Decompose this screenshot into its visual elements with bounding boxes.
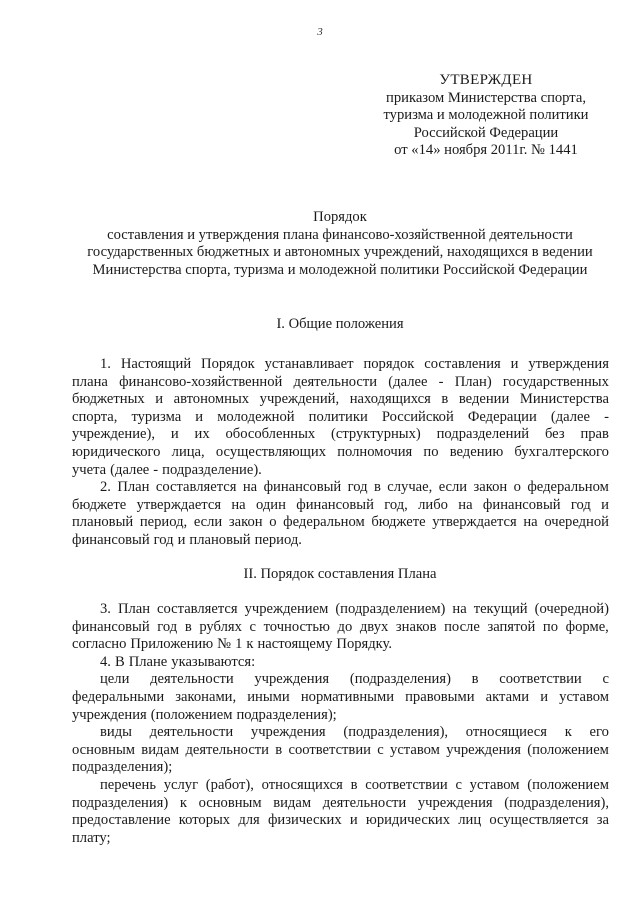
- word: период.: [254, 531, 302, 548]
- word: утверждения: [528, 356, 609, 372]
- word: 4.: [100, 653, 111, 670]
- text-line: [72, 532, 609, 550]
- word: финансовый: [72, 531, 150, 548]
- word: подразделение).: [162, 461, 262, 478]
- word: 1: [235, 636, 243, 653]
- word: (положением: [527, 741, 609, 758]
- approval-line: туризма и молодежной политики: [383, 107, 589, 124]
- word: год,: [384, 496, 408, 513]
- word: с: [602, 671, 609, 688]
- word: составления: [424, 356, 501, 372]
- word: (положением: [527, 776, 609, 793]
- word: в: [471, 671, 479, 688]
- text-line: [72, 497, 609, 515]
- text-line: [72, 619, 609, 637]
- text-line: [72, 654, 609, 672]
- word: Порядку.: [336, 636, 393, 653]
- word: нормативными: [300, 688, 394, 705]
- word: в: [441, 391, 449, 408]
- word: один: [256, 496, 286, 513]
- word: прав: [580, 426, 609, 443]
- word: год: [570, 496, 591, 513]
- word: туризма: [131, 408, 182, 425]
- text-line: [72, 724, 609, 742]
- word: подразделения);: [72, 759, 173, 776]
- word: без: [544, 426, 565, 443]
- word: виды: [100, 724, 132, 741]
- text-line: [72, 759, 609, 777]
- word: форме,: [565, 618, 609, 635]
- text-line: [72, 636, 609, 654]
- word: если: [193, 514, 223, 531]
- approval-stamp: [372, 72, 600, 160]
- word: 2.: [100, 479, 111, 496]
- text-line: [72, 409, 609, 427]
- word: актами: [485, 688, 530, 705]
- word: либо: [418, 496, 448, 513]
- word: его: [589, 724, 609, 741]
- word: автономных: [173, 391, 250, 408]
- word: запятой: [487, 618, 536, 635]
- word: очередной: [544, 514, 609, 531]
- word: плату;: [72, 829, 111, 846]
- word: плановый: [72, 514, 134, 531]
- word: ведении: [458, 391, 510, 408]
- word: о: [513, 479, 521, 496]
- word: закон: [473, 479, 508, 496]
- word: на: [452, 601, 467, 617]
- word: федеральными: [72, 688, 165, 705]
- word: обособленных: [225, 426, 316, 443]
- word: перечень: [100, 776, 156, 793]
- word: деятельности: [150, 671, 234, 688]
- word: деятельности: [149, 724, 234, 741]
- word: лиц: [458, 812, 482, 829]
- word: по: [423, 443, 439, 460]
- word: (далее: [550, 408, 590, 425]
- word: финансовый: [296, 496, 374, 513]
- section-heading-general: I. Общие положения: [276, 316, 404, 332]
- word: в: [184, 618, 192, 635]
- word: к: [246, 636, 254, 653]
- word: находящихся: [349, 391, 431, 408]
- word: плановый: [189, 531, 251, 548]
- text-line: [72, 689, 609, 707]
- word: (положением: [150, 706, 233, 723]
- word: по: [542, 618, 559, 635]
- word: к: [179, 794, 187, 811]
- word: услуг: [163, 776, 199, 793]
- word: к: [564, 724, 572, 741]
- word: на: [231, 496, 246, 513]
- word: (подразделения),: [504, 794, 609, 811]
- word: соответствии: [365, 776, 448, 793]
- word: учреждения: [417, 794, 493, 811]
- title-line: составления и утверждения плана финансово-хозяйственной деятельности: [107, 226, 573, 243]
- word: после: [444, 618, 480, 635]
- word: (далее: [110, 461, 150, 478]
- word: учета: [72, 461, 107, 478]
- word: Плане: [128, 653, 168, 670]
- word: для: [238, 812, 260, 829]
- word: учреждение),: [72, 426, 156, 443]
- word: спорта,: [72, 408, 118, 425]
- word: №: [217, 636, 232, 653]
- word: и: [510, 356, 519, 372]
- word: год: [153, 531, 174, 548]
- word: Федерации: [467, 408, 537, 425]
- word: федеральном: [283, 514, 365, 531]
- word: финансово-хозяйственной: [119, 373, 283, 390]
- word: 1.: [100, 356, 111, 372]
- word: согласно: [72, 636, 127, 653]
- word: учреждения: [446, 741, 521, 758]
- word: бюджете: [371, 514, 426, 531]
- word: и: [170, 426, 179, 443]
- text-line: [72, 444, 609, 462]
- word: плана: [72, 373, 108, 390]
- word: до: [337, 618, 353, 635]
- paragraph-2: [72, 479, 609, 549]
- word: Настоящий: [120, 356, 192, 372]
- word: основным: [198, 794, 262, 811]
- word: В: [114, 653, 125, 670]
- word: полномочия: [337, 443, 413, 460]
- word: финансовый: [263, 479, 342, 496]
- word: утверждается: [432, 514, 517, 531]
- title-line: Порядок: [313, 209, 367, 225]
- title-line: государственных бюджетных и автономных учреждений, находящихся в ведении: [87, 244, 593, 261]
- word: составляется: [155, 479, 237, 496]
- word: знаков: [395, 618, 437, 635]
- word: (работ),: [205, 776, 254, 793]
- word: и: [195, 408, 204, 425]
- paragraph-1: [72, 356, 609, 479]
- text-line: [72, 356, 609, 374]
- word: относящихся: [261, 776, 343, 793]
- approval-line: от «14» ноября 2011г. № 1441: [394, 142, 578, 159]
- word: на: [242, 479, 258, 496]
- word: на: [523, 514, 538, 531]
- word: учреждения: [250, 724, 326, 741]
- word: если: [438, 479, 468, 496]
- word: видам: [141, 741, 180, 758]
- word: физических: [267, 812, 342, 829]
- word: в: [373, 479, 381, 496]
- word: в: [275, 741, 283, 758]
- word: утверждается: [136, 496, 222, 513]
- word: ведению: [449, 443, 504, 460]
- word: точностью: [263, 618, 330, 635]
- word: подразделений: [436, 426, 530, 443]
- word: -: [604, 408, 609, 425]
- approval-title: УТВЕРЖДЕН: [439, 72, 533, 88]
- list-item-activities: [72, 724, 609, 777]
- text-line: [72, 514, 609, 532]
- word: осуществляющих: [215, 443, 326, 460]
- word: учреждения: [254, 671, 330, 688]
- word: относящиеся: [465, 724, 548, 741]
- word: текущий: [473, 601, 528, 617]
- word: подразделения);: [236, 706, 337, 723]
- page-number: 3: [317, 26, 323, 38]
- section-general-body: [72, 356, 609, 550]
- word: за: [596, 812, 609, 829]
- approval-line: Российской Федерации: [413, 124, 559, 141]
- list-item-goals: [72, 671, 609, 724]
- word: (подразделения),: [343, 724, 449, 741]
- word: год: [157, 618, 178, 635]
- word: бюджете: [72, 496, 127, 513]
- paragraph-3: [72, 601, 609, 654]
- text-line: [72, 812, 609, 830]
- word: и: [177, 531, 186, 548]
- section-heading-plan: II. Порядок составления Плана: [243, 566, 437, 582]
- text-line: [72, 795, 609, 813]
- word: молодежной: [217, 408, 295, 425]
- word: подразделения): [72, 794, 169, 811]
- word: уставом: [559, 688, 609, 705]
- section-plan-body: [72, 601, 609, 847]
- word: и: [349, 812, 358, 829]
- word: 3.: [100, 601, 111, 617]
- word: предоставление: [72, 812, 171, 829]
- title-line: Министерства спорта, туризма и молодежной политики Российской Федерации: [92, 261, 588, 278]
- list-item-services: [72, 777, 609, 847]
- word: лица,: [171, 443, 205, 460]
- word: учреждением: [244, 601, 329, 617]
- word: с: [377, 741, 384, 758]
- word: законами,: [175, 688, 237, 705]
- word: соответствии: [499, 671, 582, 688]
- word: и: [540, 688, 549, 705]
- word: деятельности: [322, 794, 407, 811]
- word: цели: [100, 671, 130, 688]
- text-line: [72, 479, 609, 497]
- word: бюджетных: [72, 391, 145, 408]
- word: финансовый: [482, 496, 561, 513]
- word: государственных: [502, 373, 609, 390]
- word: (структурных): [331, 426, 421, 443]
- document-title: [60, 209, 620, 279]
- approval-line: приказом Министерства спорта,: [386, 89, 586, 106]
- word: указываются:: [171, 653, 256, 670]
- text-line: [72, 707, 609, 725]
- word: год: [347, 479, 368, 496]
- word: бухгалтерского: [514, 443, 609, 460]
- word: на: [458, 496, 473, 513]
- word: двух: [359, 618, 389, 635]
- text-line: [72, 830, 609, 848]
- word: осуществляется: [489, 812, 589, 829]
- word: деятельности: [293, 373, 378, 390]
- word: устанавливает: [264, 356, 354, 372]
- text-line: [72, 426, 609, 444]
- word: о: [269, 514, 277, 531]
- word: иными: [247, 688, 290, 705]
- word: (подразделением): [335, 601, 446, 617]
- word: рублях: [199, 618, 242, 635]
- word: с: [455, 776, 462, 793]
- word: политики: [308, 408, 368, 425]
- word: Российской: [381, 408, 454, 425]
- word: составляется: [157, 601, 238, 617]
- word: и: [601, 496, 609, 513]
- word: основным: [72, 741, 135, 758]
- word: в: [350, 776, 358, 793]
- word: деятельности: [185, 741, 269, 758]
- paragraph-4: [72, 654, 609, 672]
- text-line: [72, 601, 609, 619]
- word: План: [117, 479, 150, 496]
- word: План: [117, 601, 151, 617]
- word: соответствии: [288, 741, 371, 758]
- word: их: [194, 426, 210, 443]
- word: случае,: [387, 479, 433, 496]
- text-line: [72, 391, 609, 409]
- text-line: [72, 742, 609, 760]
- word: федеральном: [527, 479, 609, 496]
- word: Министерства: [519, 391, 609, 408]
- word: -: [153, 461, 159, 478]
- word: видам: [273, 794, 312, 811]
- word: учреждений,: [259, 391, 340, 408]
- word: порядок: [363, 356, 415, 372]
- word: и: [155, 391, 164, 408]
- text-line: [72, 374, 609, 392]
- text-line: [72, 671, 609, 689]
- text-line: [72, 777, 609, 795]
- word: учреждения: [72, 706, 147, 723]
- word: правовыми: [405, 688, 475, 705]
- word: (очередной): [534, 601, 609, 617]
- word: юридических: [365, 812, 451, 829]
- word: Приложению: [130, 636, 214, 653]
- word: с: [249, 618, 256, 635]
- word: Порядок: [201, 356, 255, 372]
- word: (подразделения): [349, 671, 451, 688]
- word: уставом: [469, 776, 520, 793]
- word: настоящему: [257, 636, 333, 653]
- word: юридического: [72, 443, 161, 460]
- word: финансовый: [72, 618, 150, 635]
- word: План): [454, 373, 492, 390]
- text-line: [72, 462, 609, 480]
- word: (далее: [388, 373, 428, 390]
- word: период,: [139, 514, 188, 531]
- word: уставом: [390, 741, 440, 758]
- word: -: [438, 373, 444, 390]
- word: закон: [228, 514, 263, 531]
- word: которых: [178, 812, 231, 829]
